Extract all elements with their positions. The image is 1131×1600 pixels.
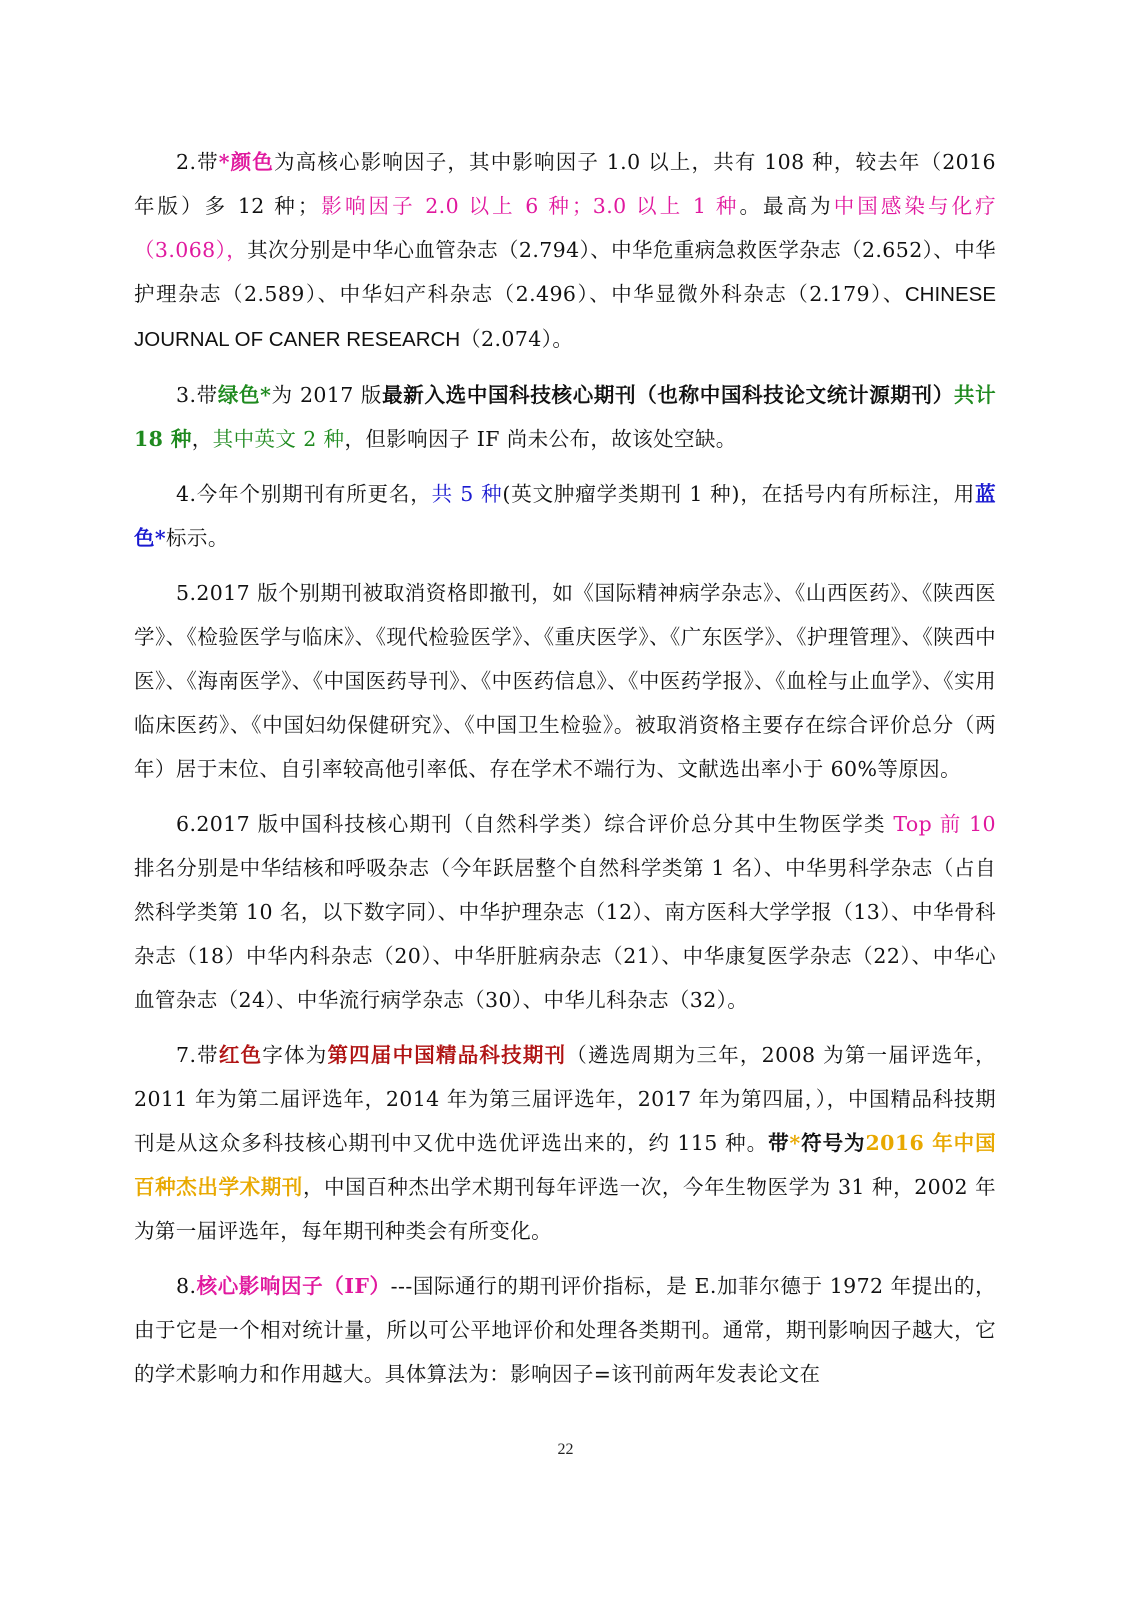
paragraph-2 bbox=[134, 140, 1003, 362]
text-segment: 8. bbox=[176, 1274, 197, 1298]
text-segment: 5.2017 版个别期刊被取消资格即撤刊，如《国际精神病学杂志》、《山西医药》、《陕西医学》、《检验医学与临床》、《现代检验医学》、《重庆医学》、《广东医学》、《护理管理》、《陕西中医》、《海南医学》、《中国医药导刊》、《中医药信息》、《中医药学报》、《血栓与止血学》、《实用临床医药》、《中国妇幼保健研究》、《中国卫生检验》。被取消资格主要存在综合评价总分（两年）居于末位、自引率较高他引率低、存在学术不端行为、文献选出率小于 60%等原因。 bbox=[134, 581, 997, 781]
text-segment: * bbox=[789, 1131, 801, 1155]
text-segment: (英文肿瘤学类期刊 1 种)，在括号内有所标注，用 bbox=[502, 482, 976, 506]
text-segment: 3.带 bbox=[176, 383, 218, 407]
text-segment: ， bbox=[191, 427, 213, 451]
text-segment: 2016 年中国百种杰出学术期刊 bbox=[134, 1131, 997, 1199]
text-segment: 为 2017 版 bbox=[271, 383, 383, 407]
text-segment: 4.今年个别期刊有所更名， bbox=[176, 482, 432, 506]
text-segment: 其次分别是中华心血管杂志（2.794）、中华危重病急救医学杂志（2.652）、中华护理杂志（2.589）、中华妇产科杂志（2.496）、中华显微外科杂志（2.179）、 bbox=[134, 238, 996, 306]
text-segment: 字体为 bbox=[262, 1043, 328, 1067]
text-segment: 7.带 bbox=[176, 1043, 219, 1067]
text-segment: CHINESE JOURNAL OF CANER RESEARCH bbox=[134, 283, 1002, 351]
text-segment: 中国感染与化疗（3.068）， bbox=[134, 194, 996, 262]
paragraph-7 bbox=[134, 1033, 996, 1253]
text-segment: 第四届中国精品科技期刊 bbox=[327, 1043, 567, 1067]
text-segment: 6.2017 版中国科技核心期刊（自然科学类）综合评价总分其中生物医学类 bbox=[176, 812, 894, 836]
text-segment: 标示。 bbox=[166, 526, 229, 550]
text-segment: 其中英文 2 种 bbox=[212, 427, 345, 451]
page-number: 22 bbox=[557, 1441, 574, 1458]
text-segment: 最新入选中国科技核心期刊（也称中国科技论文统计源期刊） bbox=[382, 383, 954, 407]
text-segment: ，但影响因子 IF 尚未公布，故该处空缺。 bbox=[344, 427, 737, 451]
text-segment: ---国际通行的期刊评价指标，是 E.加菲尔德于 1972 年提出的，由于它是一个相对统计量，所以可公平地评价和处理各类期刊。通常，期刊影响因子越大，它的学术影响力和作用越大。具体算法为：影响因子=该刊前两年发表论文在 bbox=[134, 1274, 996, 1386]
text-segment: 共 5 种 bbox=[431, 482, 503, 506]
text-segment: 排名分别是中华结核和呼吸杂志（今年跃居整个自然科学类第 1 名）、中华男科学杂志（占自然科学类第 10 名，以下数字同）、中华护理杂志（12）、南方医科大学学报（13）、中华骨科杂志（18）中华内科杂志（20）、中华肝脏病杂志（21）、中华康复医学杂志（22）、中华心血管杂志（24）、中华流行病学杂志（30）、中华儿科杂志（32）。 bbox=[134, 812, 1003, 1012]
text-segment: 符号为 bbox=[800, 1131, 866, 1155]
text-segment: 红色 bbox=[218, 1043, 263, 1067]
text-segment: 核心影响因子（IF） bbox=[196, 1274, 391, 1298]
text-segment: 绿色* bbox=[217, 383, 272, 407]
paragraph-5 bbox=[134, 571, 996, 791]
paragraph-4 bbox=[134, 472, 996, 560]
paragraph-6 bbox=[134, 802, 1003, 1022]
text-segment: *颜色 bbox=[218, 150, 275, 174]
text-segment: 带 bbox=[768, 1131, 790, 1155]
text-segment: 。最高为 bbox=[739, 194, 834, 218]
text-segment: 蓝色* bbox=[134, 482, 996, 550]
paragraph-3 bbox=[134, 373, 1004, 461]
text-segment: 共计 18 种 bbox=[134, 383, 1004, 451]
document-body bbox=[134, 140, 1004, 1407]
text-segment: ，中国百种杰出学术期刊每年评选一次，今年生物医学为 31 种，2002 年为第一届评选年，每年期刊种类会有所变化。 bbox=[134, 1175, 997, 1243]
text-segment: 影响因子 2.0 以上 6 种；3.0 以上 1 种 bbox=[318, 194, 740, 218]
paragraph-8 bbox=[134, 1264, 996, 1396]
text-segment: （遴选周期为三年，2008 为第一届评选年，2011 年为第二届评选年，2014 年为第三届评选年，2017 年为第四届，），中国精品科技期刊是从这众多科技核心期刊中又优中选优评选出来的，约 115 种。 bbox=[134, 1043, 997, 1155]
text-segment: 为高核心影响因子，其中影响因子 1.0 以上，共有 108 种，较去年（2016 年版）多 12 种； bbox=[134, 150, 1003, 218]
text-segment: Top 前 10 bbox=[893, 812, 996, 836]
text-segment: 2.带 bbox=[176, 150, 219, 174]
text-segment: （2.074）。 bbox=[460, 327, 574, 351]
